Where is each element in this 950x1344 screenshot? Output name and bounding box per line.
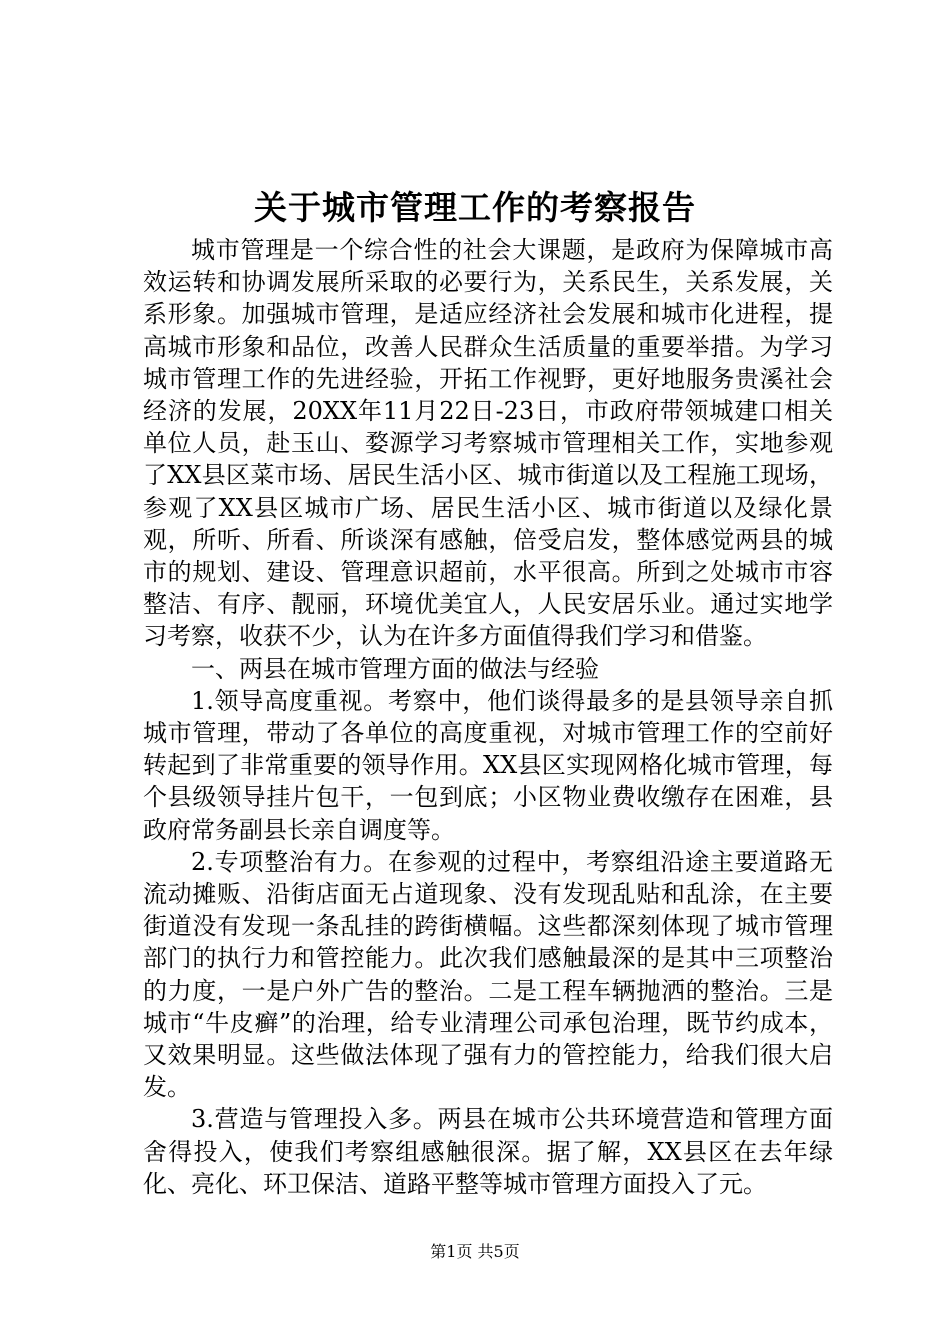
document-title: 关于城市管理工作的考察报告 <box>254 188 696 227</box>
page-footer: 第1页 共5页 <box>430 1242 520 1261</box>
paragraph-point-3: 3.营造与管理投入多。两县在城市公共环境营造和管理方面舍得投入，使我们考察组感触很深。据了解，XX县区在去年绿化、亮化、环卫保洁、道路平整等城市管理方面投入了元。 <box>143 1105 833 1198</box>
paragraph-intro: 城市管理是一个综合性的社会大课题，是政府为保障城市高效运转和协调发展所采取的必要行为，关系民生，关系发展，关系形象。加强城市管理，是适应经济社会发展和城市化进程，提高城市形象和品位，改善人民群众生活质量的重要举措。为学习城市管理工作的先进经验，开拓工作视野，更好地服务贵溪社会经济的发展，20XX年11月22日-23日，市政府带领城建口相关单位人员，赴玉山、婺源学习考察城市管理相关工作，实地参观了XX县区菜市场、居民生活小区、城市街道以及工程施工现场，参观了XX县区城市广场、居民生活小区、城市街道以及绿化景观，所听、所看、所谈深有感触，倍受启发，整体感觉两县的城市的规划、建设、管理意识超前，水平很高。所到之处城市市容整洁、有序、靓丽，环境优美宜人，人民安居乐业。通过实地学习考察，收获不少，认为在许多方面值得我们学习和借鉴。 <box>143 236 833 651</box>
section-heading: 一、两县在城市管理方面的做法与经验 <box>191 654 599 683</box>
paragraph-point-1: 1.领导高度重视。考察中，他们谈得最多的是县领导亲自抓城市管理，带动了各单位的高度重视，对城市管理工作的空前好转起到了非常重要的领导作用。XX县区实现网格化城市管理，每个县级领导挂片包干，一包到底；小区物业费收缴存在困难，县政府常务副县长亲自调度等。 <box>143 686 833 844</box>
document-body <box>143 234 833 1200</box>
paragraph-point-2: 2.专项整治有力。在参观的过程中，考察组沿途主要道路无流动摊贩、沿街店面无占道现象、没有发现乱贴和乱涂，在主要街道没有发现一条乱挂的跨街横幅。这些都深刻体现了城市管理部门的执行力和管控能力。此次我们感触最深的是其中三项整治的力度，一是户外广告的整治。二是工程车辆抛洒的整治。三是城市“牛皮癣”的治理，给专业清理公司承包治理，既节约成本，又效果明显。这些做法体现了强有力的管控能力，给我们很大启发。 <box>143 847 833 1102</box>
